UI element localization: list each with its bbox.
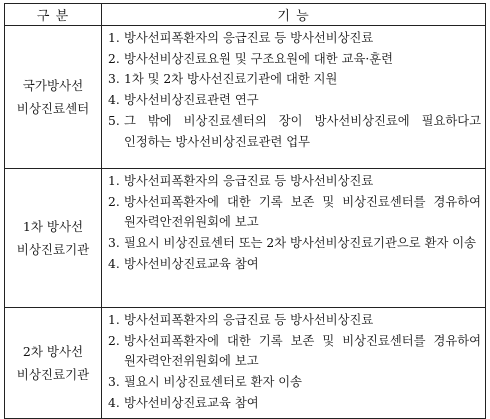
header-function: 기 능: [102, 4, 486, 26]
function-item-number: 4.: [108, 256, 120, 271]
function-item: [108, 331, 481, 372]
function-item: [108, 90, 481, 111]
function-item-text: 방사선비상진료교육 참여: [124, 395, 259, 410]
organization-name-cell: [5, 308, 102, 419]
header-row: [5, 4, 486, 26]
function-table: [4, 3, 486, 419]
function-list-cell: [102, 169, 486, 308]
organization-name-line: 국가방사선: [22, 78, 84, 93]
function-item: [108, 254, 481, 275]
table-row: [5, 169, 486, 308]
function-list-cell: [102, 26, 486, 169]
function-item-text: 그 밖에 비상진료센터의 장이 방사선비상진료에 필요하다고 인정하는 방사선비상진료관련 업무: [124, 113, 481, 149]
organization-name-cell: [5, 169, 102, 308]
table-row: [5, 26, 486, 169]
function-item: [108, 69, 481, 90]
function-item-text: 방사선비상진료관련 연구: [124, 93, 259, 108]
function-item-number: 1.: [108, 31, 120, 45]
function-item-text: 필요시 비상진료센터 또는 2차 방사선비상진료기관으로 환자 이송: [124, 236, 477, 251]
function-item-number: 4.: [108, 93, 120, 108]
function-list: [108, 28, 481, 152]
organization-name-line: 1차 방사선: [22, 219, 84, 234]
function-item: [108, 192, 481, 233]
function-item-text: 방사선피폭환자에 대한 기록 보존 및 비상진료센터를 경유하여 원자력안전위원회에 보고: [124, 194, 481, 230]
function-item-text: 방사선피폭환자의 응급진료 등 방사선비상진료: [124, 31, 374, 45]
function-list-cell: [102, 308, 486, 419]
function-item: [108, 233, 481, 254]
function-item-number: 1.: [108, 174, 120, 188]
function-item-text: 방사선비상진료요원 및 구조요원에 대한 교육·훈련: [124, 51, 393, 66]
function-item: [108, 372, 481, 393]
function-item-number: 3.: [108, 236, 120, 251]
organization-name-line: 비상진료센터: [16, 101, 90, 116]
function-item-number: 2.: [108, 51, 120, 66]
function-list: [108, 310, 481, 414]
function-item-number: 2.: [108, 333, 120, 348]
table-body: [5, 26, 486, 419]
function-item-text: 방사선피폭환자에 대한 기록 보존 및 비상진료센터를 경유하여 원자력안전위원회에 보고: [124, 333, 481, 369]
function-item-number: 2.: [108, 194, 120, 209]
function-item-text: 1차 및 2차 방사선진료기관에 대한 지원: [124, 72, 338, 87]
function-item-number: 3.: [108, 375, 120, 390]
organization-name-line: 2차 방사선: [22, 344, 84, 359]
function-item-text: 필요시 비상진료센터로 환자 이송: [124, 375, 303, 390]
function-item-number: 1.: [108, 313, 120, 327]
function-item: [108, 171, 481, 192]
function-item: [108, 111, 481, 152]
function-list: [108, 171, 481, 275]
function-item-text: 방사선비상진료교육 참여: [124, 256, 259, 271]
header-category: 구 분: [5, 4, 102, 26]
function-item-number: 4.: [108, 395, 120, 410]
table-row: [5, 308, 486, 419]
function-item: [108, 28, 481, 49]
organization-name-cell: [5, 26, 102, 169]
organization-name-line: 비상진료기관: [16, 367, 90, 382]
function-item: [108, 310, 481, 331]
function-item: [108, 49, 481, 70]
function-item-number: 5.: [108, 113, 120, 128]
function-item-text: 방사선피폭환자의 응급진료 등 방사선비상진료: [124, 313, 374, 327]
organization-name-line: 비상진료기관: [16, 242, 90, 257]
function-item-number: 3.: [108, 72, 120, 87]
function-item: [108, 393, 481, 414]
function-item-text: 방사선피폭환자의 응급진료 등 방사선비상진료: [124, 174, 374, 188]
